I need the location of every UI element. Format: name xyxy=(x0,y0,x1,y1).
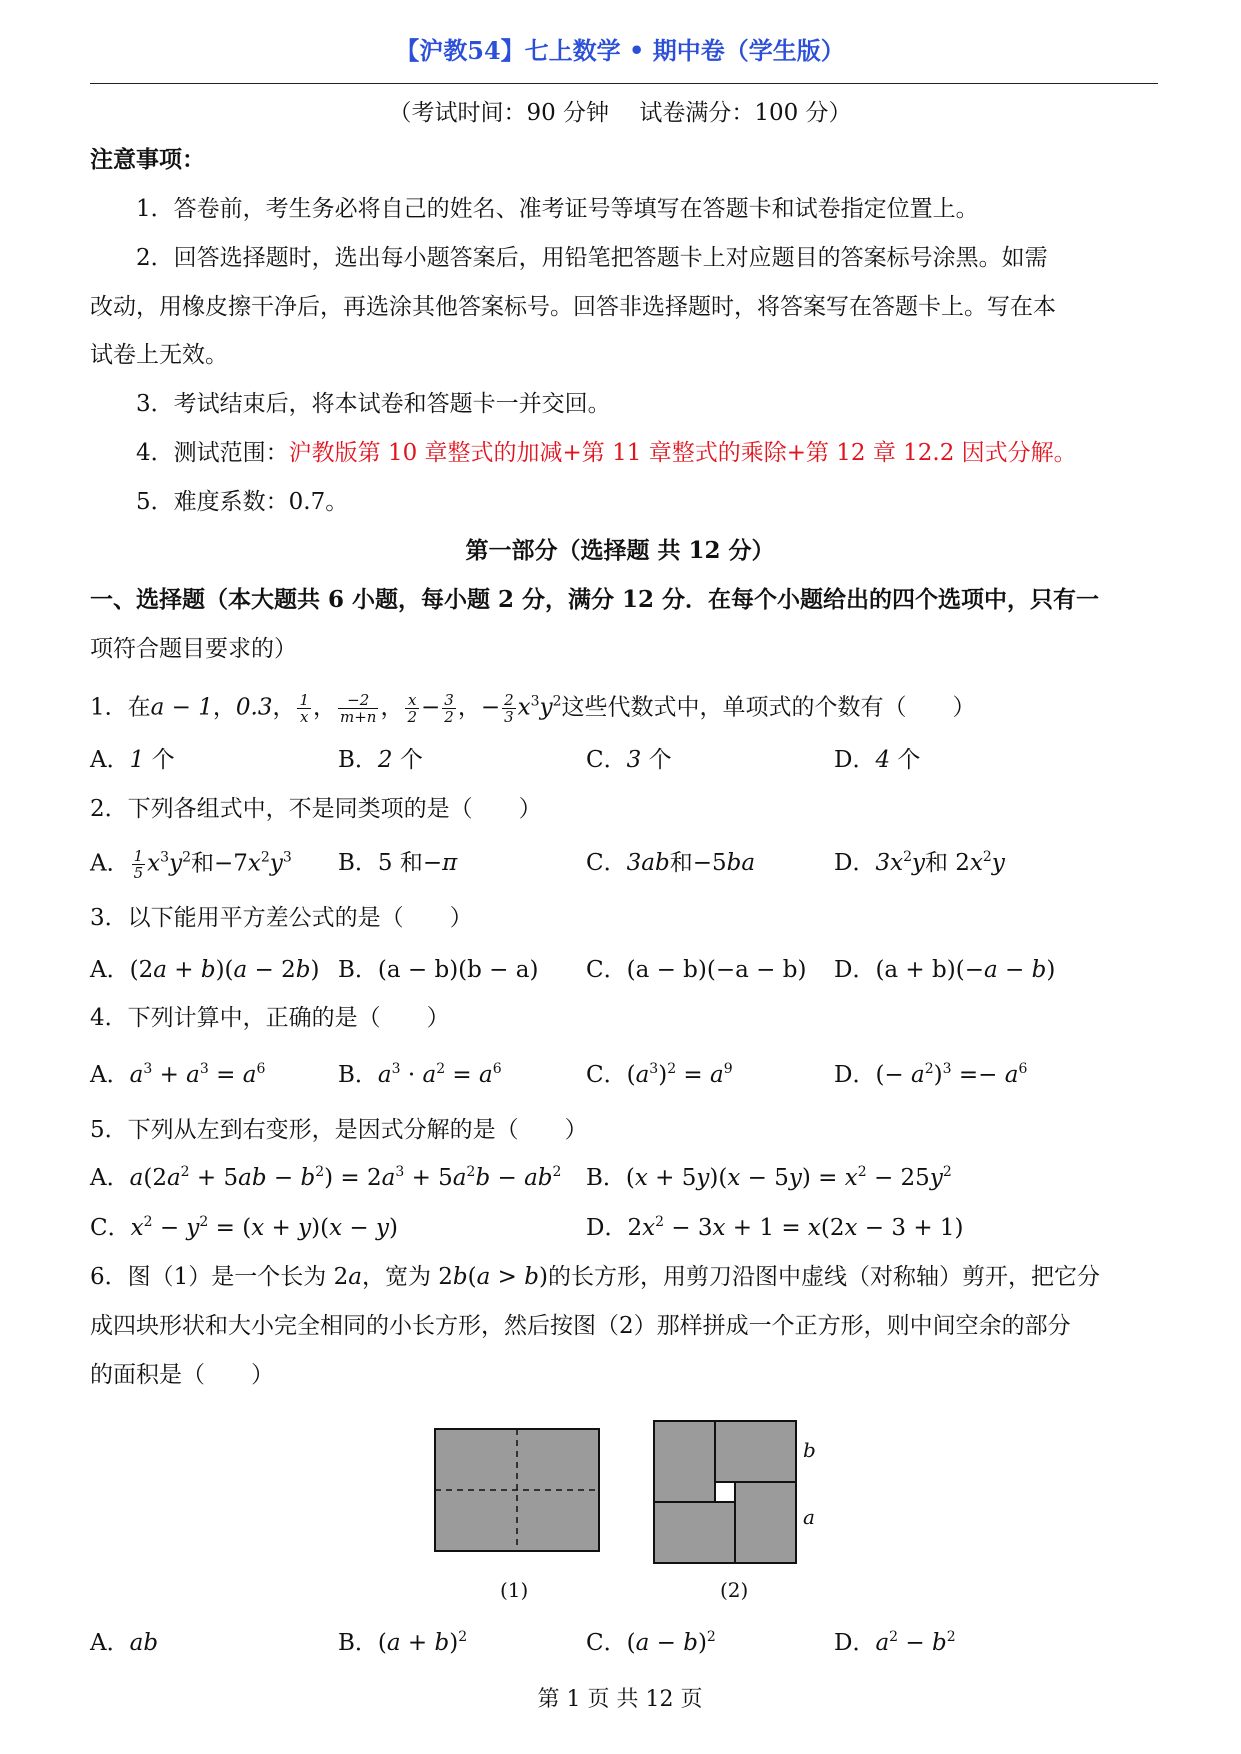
q6-option-b[interactable]: B．$(a + b)^2$ xyxy=(338,1629,468,1656)
header-divider xyxy=(90,83,1158,84)
q1-expr-2: 0.3 xyxy=(235,694,273,721)
notice-item-2-line2: 改动，用橡皮擦干净后，再选涂其他答案标号。回答非选择题时，将答案写在答题卡上。写在本 xyxy=(90,294,1056,320)
question-6-line1: 6．图（1）是一个长为 2a，宽为 2b(a > b)的长方形，用剪刀沿图中虚线（对称轴）剪开，把它分 xyxy=(90,1264,1100,1290)
q4-option-b[interactable]: B．$a^3 \cdot a^2 = a^6$ xyxy=(338,1061,502,1088)
q3-option-c[interactable]: C．(a − b)(−a − b) xyxy=(586,957,807,983)
exam-info: （考试时间：90 分钟 试卷满分：100 分） xyxy=(388,100,852,126)
notice-item-2-line3: 试卷上无效。 xyxy=(90,342,228,368)
q1-option-a[interactable]: A．1 个 xyxy=(90,747,175,773)
q1-option-b[interactable]: B．2 个 xyxy=(338,747,423,773)
figure-1-caption: (1) xyxy=(500,1578,529,1602)
q5-option-c[interactable]: C．$x^2 - y^2 = (x + y)(x - y)$ xyxy=(90,1214,398,1241)
q2-option-d[interactable]: D．$3x^2y$和 $2x^2y$ xyxy=(834,849,1005,876)
q2-option-b[interactable]: B．5 和−π xyxy=(338,850,458,876)
question-6-line3: 的面积是（ ） xyxy=(90,1362,274,1388)
q4-option-a[interactable]: A．$a^3 + a^3 = a^6$ xyxy=(90,1061,266,1088)
figure-2-caption: (2) xyxy=(720,1578,749,1602)
page-footer: 第 1 页 共 12 页 xyxy=(537,1687,703,1712)
q1-stem-end: 这些代数式中，单项式的个数有（ ） xyxy=(561,694,976,721)
section-heading-text: 一、选择题（本大题共 6 小题，每小题 2 分，满分 12 分．在每个小题给出的四个选项中，只有一 xyxy=(90,586,1100,613)
figure-2-label-b: b xyxy=(803,1438,816,1462)
q6-option-d[interactable]: D．$a^2 - b^2$ xyxy=(834,1629,956,1656)
test-range: 沪教版第 10 章整式的加减+第 11 章整式的乘除+第 12 章 12.2 因式分解。 xyxy=(288,440,1077,466)
section-heading-line2: 项符合题目要求的） xyxy=(90,636,297,662)
figure-2-square xyxy=(653,1420,797,1564)
q1-expr-5b: $\frac{3}{2}$ xyxy=(444,691,454,726)
section-heading-line1 xyxy=(90,585,1099,615)
q4-option-c[interactable]: C．$(a^3)^2 = a^9$ xyxy=(586,1061,733,1088)
notice-item-5: 5．难度系数：0.7。 xyxy=(136,489,349,515)
notice-item-2-line1: 2．回答选择题时，选出每小题答案后，用铅笔把答题卡上对应题目的答案标号涂黑。如需 xyxy=(136,245,1048,271)
q2-option-a[interactable]: A． $\frac{1}{5}$ $x^3y^2$和$-7x^2y^3$ xyxy=(90,847,292,882)
q2-option-c[interactable]: C．3ab和−5ba xyxy=(586,850,756,876)
question-4-stem: 4．下列计算中，正确的是（ ） xyxy=(90,1005,450,1031)
q3-option-d[interactable]: D．(a + b)(−a − b) xyxy=(834,957,1056,983)
notice-item-4 xyxy=(136,438,1077,468)
figure-1-rectangle xyxy=(434,1428,600,1552)
notice-heading: 注意事项： xyxy=(90,146,205,173)
question-6-line2: 成四块形状和大小完全相同的小长方形，然后按图（2）那样拼成一个正方形，则中间空余的部分 xyxy=(90,1313,1071,1339)
document-title: 【沪教54】七上数学 • 期中卷（学生版） xyxy=(395,36,845,65)
q5-option-a[interactable]: A．$a(2a^2 + 5ab - b^2) = 2a^3 + 5a^2b - ab^2$ xyxy=(90,1164,562,1191)
question-5-stem: 5．下列从左到右变形，是因式分解的是（ ） xyxy=(90,1117,588,1143)
q5-option-b[interactable]: B．$(x + 5y)(x - 5y) = x^2 - 25y^2$ xyxy=(586,1164,952,1191)
q1-expr-1: a − 1 xyxy=(150,694,213,721)
q6-option-c[interactable]: C．$(a - b)^2$ xyxy=(586,1629,716,1656)
question-2-stem: 2．下列各组式中，不是同类项的是（ ） xyxy=(90,796,542,822)
part1-title: 第一部分（选择题 共 12 分） xyxy=(465,537,775,564)
q1-intro: 1．在 xyxy=(90,694,151,721)
q1-expr-3: $\frac{1}{x}$ xyxy=(299,691,310,726)
q1-option-c[interactable]: C．3 个 xyxy=(586,747,672,773)
figure-2-label-a: a xyxy=(803,1505,815,1529)
question-1-stem: 1．在a − 1，0.3， $\frac{1}{x}$ ， $\frac{-2}{m+n}$ ， $\frac{x}{2}$ − $\frac{3}{2}$ ，− $\frac{2}{3}$ $x^3y^2$这些代数式中，单项式的个数有（ ） xyxy=(90,691,976,726)
q3-option-a[interactable]: A．(2a + b)(a − 2b) xyxy=(90,957,320,983)
notice-item-3: 3．考试结束后，将本试卷和答题卡一并交回。 xyxy=(136,391,611,417)
q4-option-d[interactable]: D．(− $a^2)^3 =- a^6$ xyxy=(834,1061,1028,1088)
q1-expr-5a: $\frac{x}{2}$ xyxy=(407,691,418,726)
question-3-stem: 3．以下能用平方差公式的是（ ） xyxy=(90,905,473,931)
q5-option-d[interactable]: D．$2x^2 - 3x + 1 = x(2x - 3 + 1)$ xyxy=(586,1214,964,1241)
q1-option-d[interactable]: D．4 个 xyxy=(834,747,921,773)
q6-option-a[interactable]: A．ab xyxy=(90,1630,159,1656)
q3-option-b[interactable]: B．(a − b)(b − a) xyxy=(338,957,539,983)
notice-item-1: 1．答卷前，考生务必将自己的姓名、准考证号等填写在答题卡和试卷指定位置上。 xyxy=(136,196,979,222)
q1-expr-4: $\frac{-2}{m+n}$ xyxy=(340,691,377,726)
q1-expr-6: $\frac{2}{3}$ xyxy=(504,691,514,726)
notice-item-4-prefix: 4．测试范围： xyxy=(136,440,289,466)
